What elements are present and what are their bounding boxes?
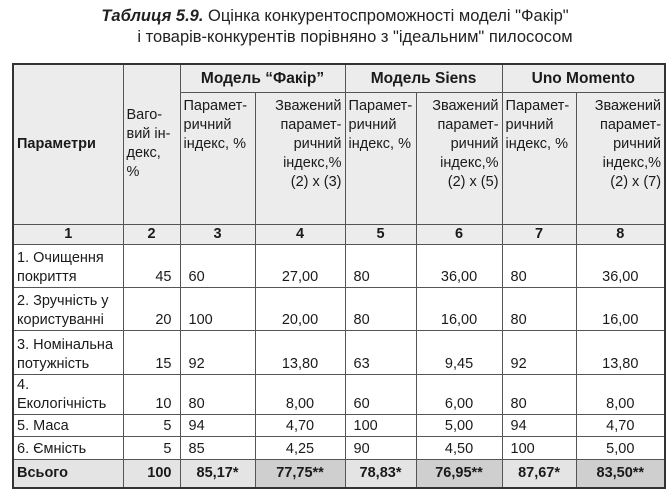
table-row [13,288,665,331]
header-weighted-uno: Зважений парамет- ричний індекс,% (2) x (7) [576,93,665,224]
param-index-value: 80 [502,374,576,414]
param-index-value: 80 [180,374,255,414]
weight-value: 10 [123,374,180,414]
weight-value: 15 [123,331,180,374]
header-row-groups [13,64,665,93]
header-param-index-uno: Парамет- ричний індекс, % [502,93,576,224]
weighted-value: 5,00 [416,414,502,437]
weighted-value: 6,00 [416,374,502,414]
table-row [13,437,665,460]
total-param-index-fakir: 85,17* [180,459,255,488]
total-row [13,459,665,488]
header-group-siens: Модель Siens [345,64,502,93]
weighted-value: 4,70 [255,414,345,437]
row-name: 5. Маса [13,414,123,437]
competitiveness-table [12,63,666,489]
header-weighted-siens: Зважений парамет- ричний індекс,% (2) x (5) [416,93,502,224]
header-param-index-siens: Парамет- ричний індекс, % [345,93,416,224]
row-name: 1. Очищення покриття [13,245,123,288]
weighted-value: 8,00 [576,374,665,414]
caption-line-2: і товарів-конкурентів порівняно з "ідеальним" пилососом [137,28,573,46]
param-index-value: 60 [180,245,255,288]
param-index-value: 100 [180,288,255,331]
column-number: 4 [255,224,345,245]
param-index-value: 92 [502,331,576,374]
weight-value: 20 [123,288,180,331]
header-group-uno-momento: Uno Momento [502,64,665,93]
column-number: 5 [345,224,416,245]
header-group-fakir: Модель “Факір” [180,64,345,93]
column-number: 8 [576,224,665,245]
total-weight: 100 [123,459,180,488]
param-index-value: 94 [180,414,255,437]
weighted-value: 36,00 [576,245,665,288]
weighted-value: 20,00 [255,288,345,331]
weighted-value: 9,45 [416,331,502,374]
weight-value: 45 [123,245,180,288]
caption-label: Таблиця 5.9. [101,7,204,25]
param-index-value: 60 [345,374,416,414]
param-index-value: 85 [180,437,255,460]
weighted-value: 13,80 [255,331,345,374]
table-row [13,414,665,437]
param-index-value: 80 [345,288,416,331]
weighted-value: 36,00 [416,245,502,288]
column-number: 1 [13,224,123,245]
weighted-value: 8,00 [255,374,345,414]
param-index-value: 100 [502,437,576,460]
header-weighted-fakir: Зважений парамет- ричний індекс,% (2) x (3) [255,93,345,224]
weighted-value: 13,80 [576,331,665,374]
row-name: 3. Номінальна потужність [13,331,123,374]
param-index-value: 94 [502,414,576,437]
param-index-value: 92 [180,331,255,374]
total-label: Всього [13,459,123,488]
param-index-value: 80 [502,245,576,288]
table-row [13,374,665,414]
param-index-value: 63 [345,331,416,374]
column-number-row [13,224,665,245]
header-param-index-fakir: Парамет- ричний індекс, % [180,93,255,224]
weight-value: 5 [123,414,180,437]
param-index-value: 100 [345,414,416,437]
column-number: 7 [502,224,576,245]
weighted-value: 4,25 [255,437,345,460]
row-name: 2. Зручність у користуванні [13,288,123,331]
total-weighted-fakir: 77,75** [255,459,345,488]
total-weighted-uno: 83,50** [576,459,665,488]
param-index-value: 80 [502,288,576,331]
weighted-value: 27,00 [255,245,345,288]
total-param-index-uno: 87,67* [502,459,576,488]
table-row [13,245,665,288]
weighted-value: 16,00 [416,288,502,331]
weighted-value: 5,00 [576,437,665,460]
weight-value: 5 [123,437,180,460]
weighted-value: 16,00 [576,288,665,331]
weighted-value: 4,50 [416,437,502,460]
row-name: 4. Екологічність [13,374,123,414]
param-index-value: 90 [345,437,416,460]
param-index-value: 80 [345,245,416,288]
table-caption [0,6,670,48]
caption-line-1: Оцінка конкурентоспроможності моделі "Факір" [208,7,569,25]
header-parameters: Параметри [13,64,123,224]
column-number: 2 [123,224,180,245]
total-param-index-siens: 78,83* [345,459,416,488]
column-number: 6 [416,224,502,245]
total-weighted-siens: 76,95** [416,459,502,488]
weighted-value: 4,70 [576,414,665,437]
row-name: 6. Ємність [13,437,123,460]
column-number: 3 [180,224,255,245]
table-row [13,331,665,374]
header-weight-index: Ваго- вий ін- декс, % [123,64,180,224]
